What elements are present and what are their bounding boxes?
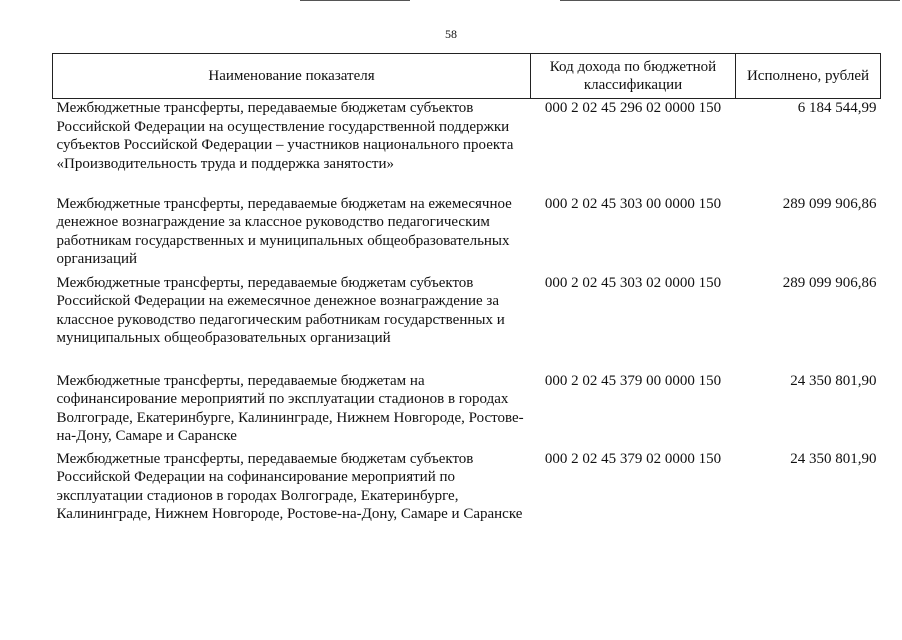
row-executed-amount: 289 099 906,86 [782,195,877,212]
header-budget-code: Код дохода по бюджетной классификации [531,54,736,99]
top-scan-rule-left [300,0,410,1]
top-scan-rule-right [560,0,900,1]
row-indicator-name: Межбюджетные трансферты, передаваемые бюджетам субъектов Российской Федерации на ежемесячное денежное вознаграждение за классное руководство педагогическим работникам государственных и муниципальных общеобразовательных организаций [56,274,505,347]
row-indicator-name: Межбюджетные трансферты, передаваемые бюджетам на ежемесячное денежное вознаграждение за классное руководство педагогическим работникам государственных и муниципальных общеобразовательных организаций [56,195,512,268]
table-row [53,195,881,274]
row-budget-code: 000 2 02 45 303 00 0000 150 [544,195,722,212]
row-executed-amount: 6 184 544,99 [797,100,877,116]
row-indicator-name: Межбюджетные трансферты, передаваемые бюджетам субъектов Российской Федерации на осуществление государственной поддержки субъектов Российской Федерации – участников национального проекта «Производительность труда и поддержка занятости» [56,100,514,172]
header-indicator-name: Наименование показателя [53,54,531,99]
row-indicator-name: Межбюджетные трансферты, передаваемые бюджетам субъектов Российской Федерации на софинансирование мероприятий по эксплуатации стадионов в городах Волгограде, Екатеринбурге, Калининграде, Нижнем Новгороде, Ростове-на-Дону, Самаре и Саранске [56,450,523,523]
row-executed-amount: 289 099 906,86 [782,274,877,291]
header-executed-amount: Исполнено, рублей [736,54,881,99]
table-row [53,99,881,195]
page-number: 58 [445,27,457,41]
revenue-table [52,53,881,546]
row-executed-amount: 24 350 801,90 [790,372,877,389]
row-executed-amount: 24 350 801,90 [790,450,877,467]
row-indicator-name: Межбюджетные трансферты, передаваемые бюджетам на софинансирование мероприятий по эксплуатации стадионов в городах Волгограде, Екатеринбурге, Калининграде, Нижнем Новгороде, Ростове-на-Дону, Самаре и Саранске [56,372,524,445]
row-budget-code: 000 2 02 45 303 02 0000 150 [544,274,722,291]
row-budget-code: 000 2 02 45 296 02 0000 150 [544,100,722,116]
row-budget-code: 000 2 02 45 379 02 0000 150 [544,450,722,467]
table-row [53,372,881,450]
table-header-row [53,54,881,99]
table-row [53,450,881,546]
row-budget-code: 000 2 02 45 379 00 0000 150 [544,372,722,389]
table-row [53,274,881,372]
